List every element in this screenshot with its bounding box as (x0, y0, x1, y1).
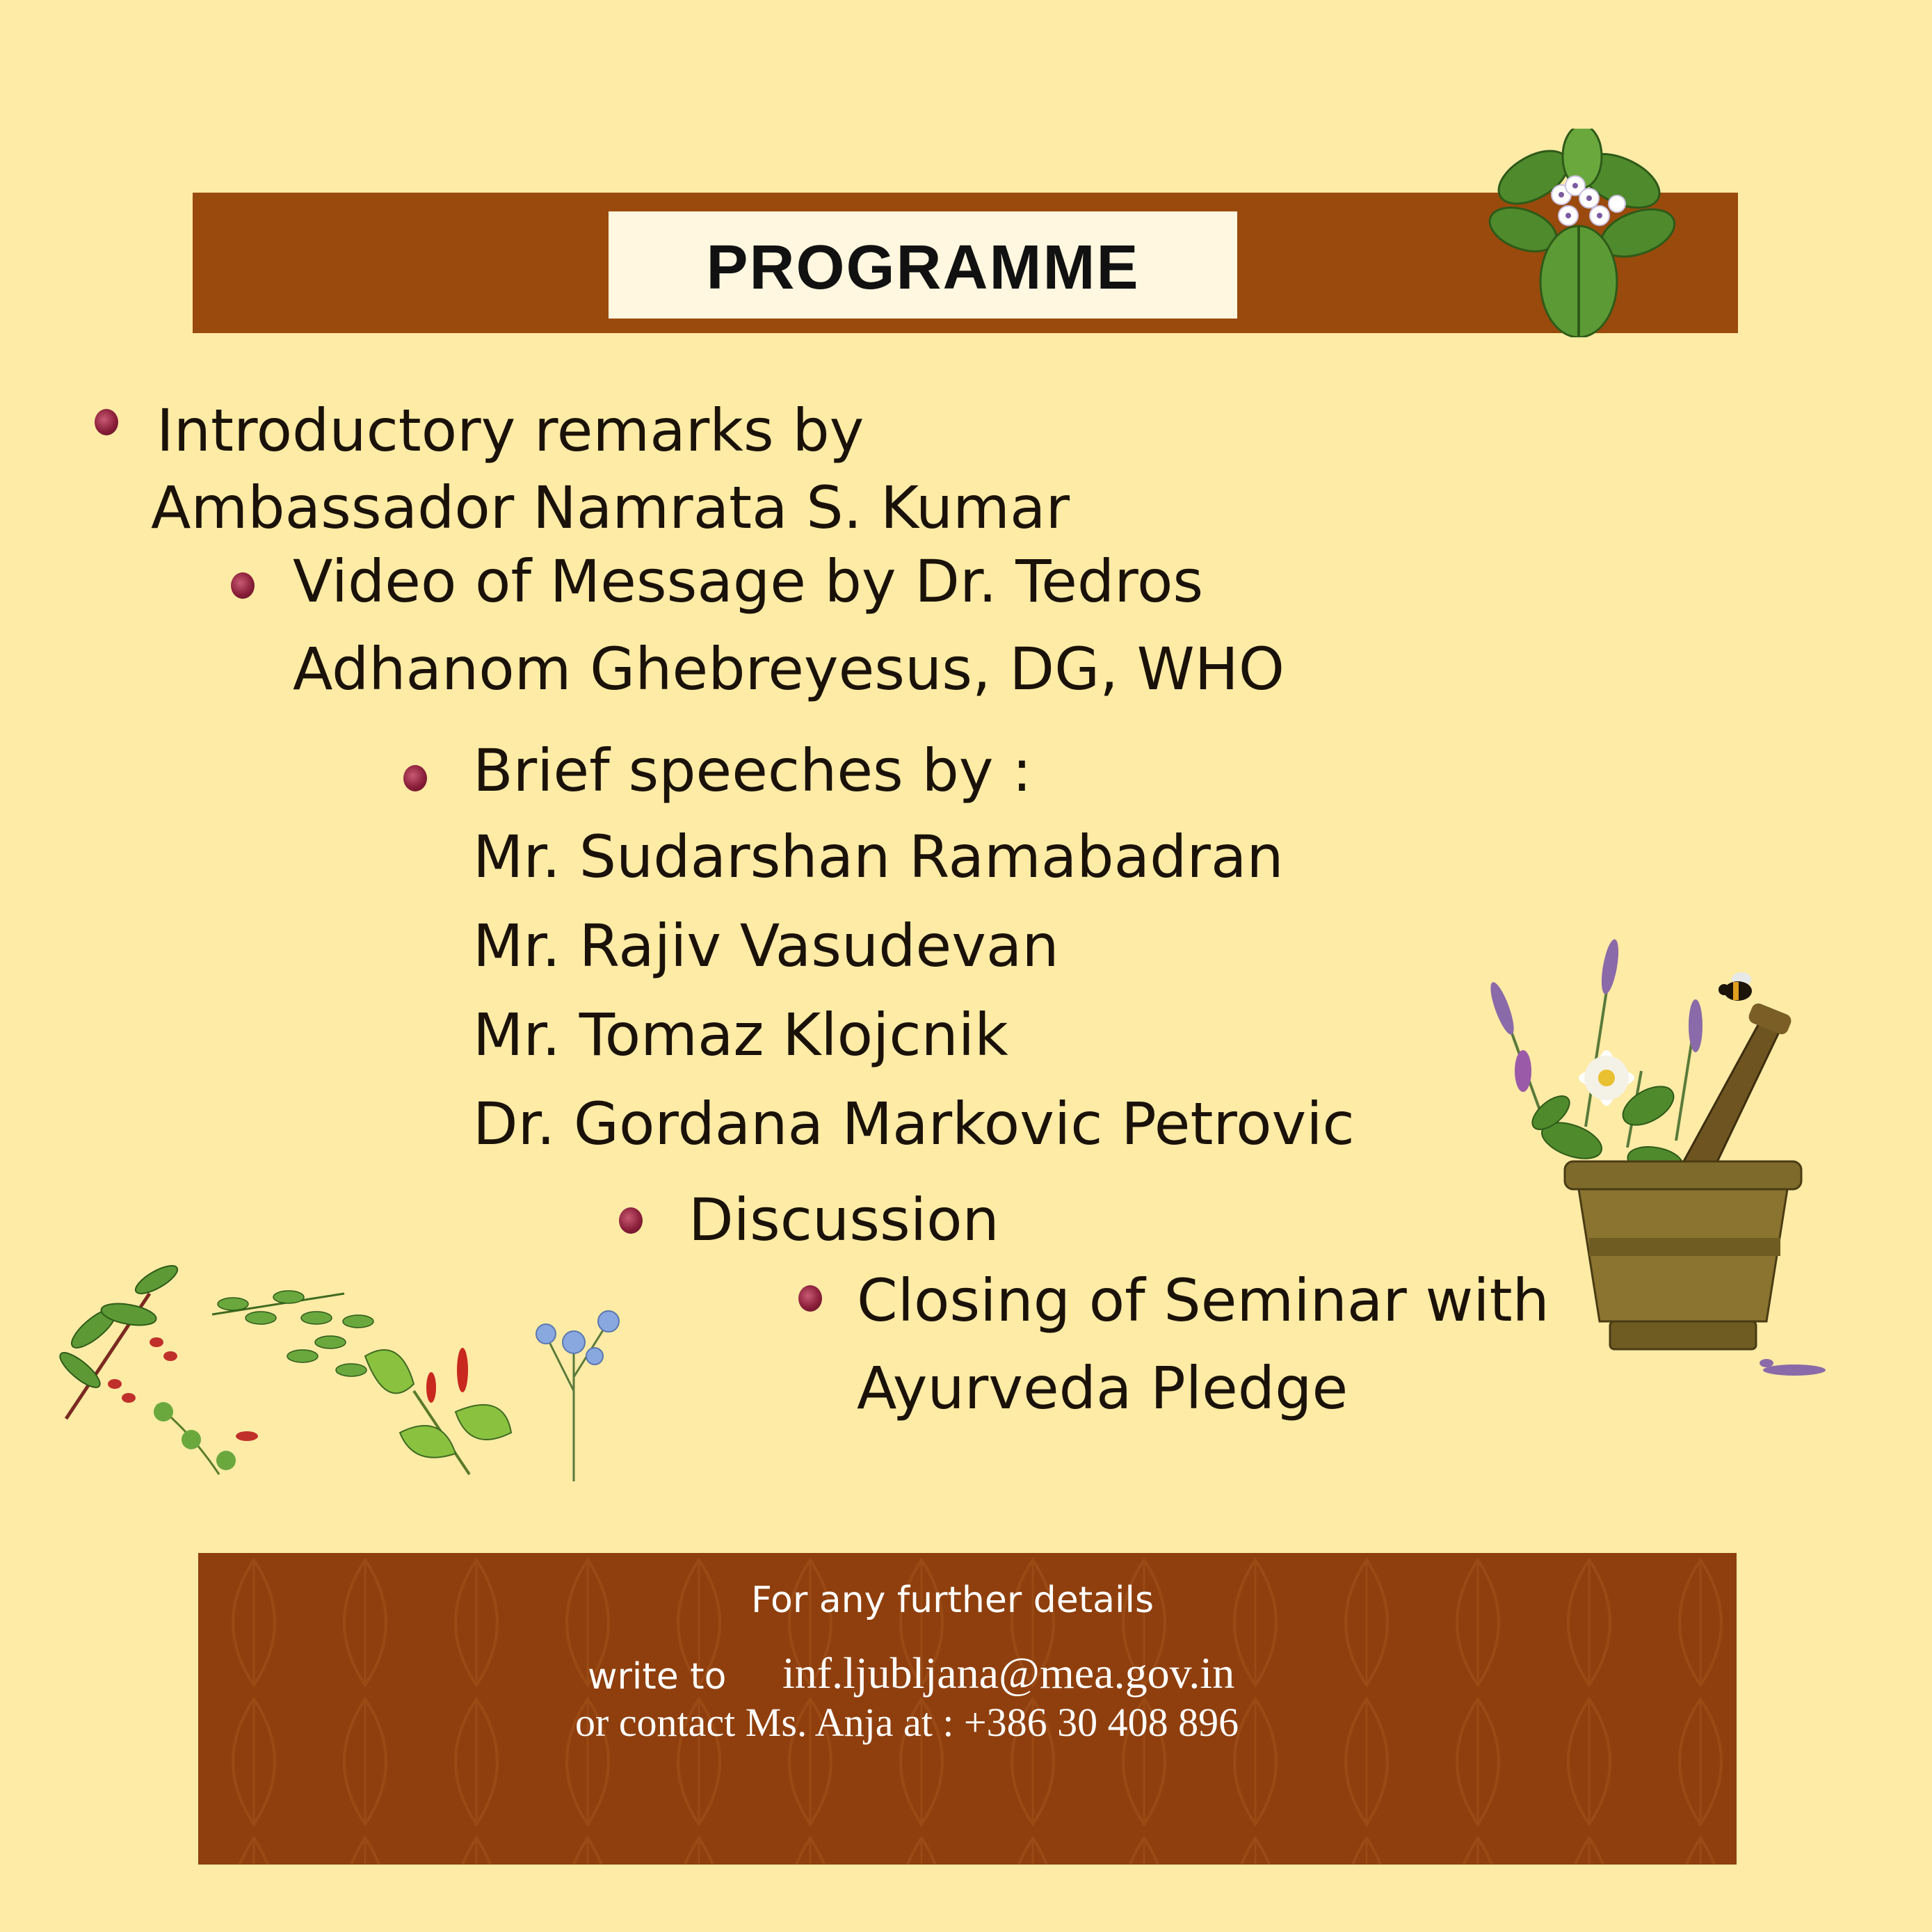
item-intro-line-2: Ambassador Namrata S. Kumar (151, 474, 1070, 542)
bullet-icon (619, 1207, 643, 1234)
bullet-icon (231, 572, 255, 599)
item-speeches-line-4: Mr. Tomaz Klojcnik (473, 1001, 1008, 1069)
item-discussion-line-1: Discussion (689, 1186, 999, 1254)
item-speeches-line-1: Brief speeches by : (473, 736, 1032, 805)
item-closing-line-1: Closing of Seminar with (857, 1266, 1549, 1335)
item-speeches-line-3: Mr. Rajiv Vasudevan (473, 912, 1059, 980)
page-title: PROGRAMME (706, 233, 1140, 303)
item-speeches-line-5: Dr. Gordana Markovic Petrovic (473, 1090, 1355, 1158)
herb-flower-icon (1457, 129, 1693, 337)
herbs-cluster-icon (52, 1252, 650, 1488)
bee-icon (1714, 967, 1762, 1008)
bullet-icon (798, 1285, 822, 1312)
item-video-line-2: Adhanom Ghebreyesus, DG, WHO (293, 635, 1285, 703)
footer-bar (198, 1553, 1737, 1865)
footer-contact: or contact Ms. Anja at : +386 30 408 896 (575, 1700, 1239, 1745)
mortar-pestle-icon (1467, 932, 1857, 1405)
footer-email-link[interactable]: inf.ljubljana@mea.gov.in (782, 1648, 1235, 1698)
item-closing-line-2: Ayurveda Pledge (857, 1354, 1349, 1422)
bullet-icon (95, 409, 118, 435)
item-video-line-1: Video of Message by Dr. Tedros (293, 547, 1204, 615)
item-intro-line-1: Introductory remarks by (156, 396, 864, 465)
footer-heading: For any further details (751, 1579, 1154, 1621)
item-speeches-line-2: Mr. Sudarshan Ramabadran (473, 823, 1284, 891)
footer-write-label: write to (588, 1656, 727, 1698)
bullet-icon (403, 765, 427, 791)
title-box (609, 211, 1237, 319)
